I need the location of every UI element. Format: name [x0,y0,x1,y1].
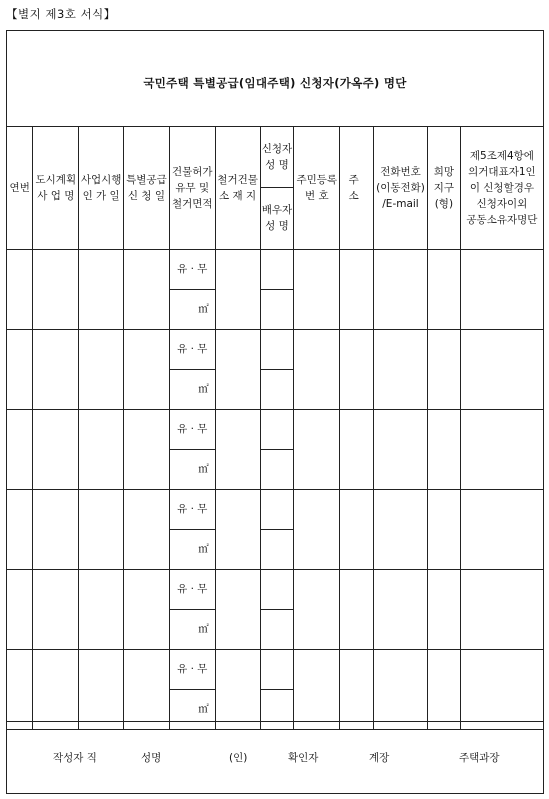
cell-project-name[interactable] [33,329,79,409]
title-area [7,31,543,127]
cell-applicant-name[interactable] [260,489,294,529]
cell-application-date[interactable] [124,249,170,329]
cell-applicant-name[interactable] [260,409,294,449]
cell-approval-date[interactable] [79,649,124,729]
cell-applicant-name[interactable] [260,329,294,369]
cell-co-owner[interactable] [460,249,543,329]
footer-name: 성명 [141,752,162,764]
cell-desired-district[interactable] [427,569,460,649]
cell-application-date[interactable] [124,409,170,489]
header-phone: 전화번호 (이동전화) /E-mail [374,127,428,249]
cell-serial[interactable] [7,649,33,729]
area-unit[interactable]: ㎡ [169,449,215,489]
cell-application-date[interactable] [124,649,170,729]
cell-serial[interactable] [7,489,33,569]
cell-resident-number[interactable] [294,249,340,329]
cell-address[interactable] [340,329,374,409]
cell-project-name[interactable] [33,649,79,729]
header-demolition-location: 철거건물 소 재 지 [215,127,260,249]
form-label: 【별지 제3호 서식】 [6,7,116,21]
cell-address[interactable] [340,489,374,569]
cell-co-owner[interactable] [460,569,543,649]
yes-no-choice[interactable]: 유 · 무 [169,329,215,369]
header-project-name: 도시계획 사 업 명 [33,127,79,249]
area-unit[interactable]: ㎡ [169,609,215,649]
table-row [7,569,543,609]
header-desired-district: 희망 지구 (형) [427,127,460,249]
header-address: 주 소 [340,127,374,249]
yes-no-choice[interactable]: 유 · 무 [169,409,215,449]
header-co-owner: 제5조제4항에 의거대표자1인 이 신청할경우 신청자이외 공동소유자명단 [460,127,543,249]
table-row [7,409,543,449]
cell-applicant-name[interactable] [260,249,294,289]
cell-application-date[interactable] [124,489,170,569]
cell-spouse-name[interactable] [260,609,294,649]
header-approval-date: 사업시행 인 가 일 [79,127,124,249]
cell-phone[interactable] [374,409,428,489]
cell-resident-number[interactable] [294,649,340,729]
cell-address[interactable] [340,249,374,329]
header-spouse-name: 배우자 성 명 [260,187,294,249]
cell-desired-district[interactable] [427,489,460,569]
footer-writer-position: 작성자 직 [53,752,97,764]
cell-demolition-location[interactable] [215,329,260,409]
cell-demolition-location[interactable] [215,249,260,329]
yes-no-choice[interactable]: 유 · 무 [169,569,215,609]
header-application-date: 특별공급 신 청 일 [124,127,170,249]
cell-desired-district[interactable] [427,409,460,489]
cell-phone[interactable] [374,249,428,329]
cell-approval-date[interactable] [79,249,124,329]
cell-application-date[interactable] [124,569,170,649]
yes-no-choice[interactable]: 유 · 무 [169,249,215,289]
cell-spouse-name[interactable] [260,289,294,329]
signature-footer [7,721,543,793]
cell-project-name[interactable] [33,249,79,329]
cell-resident-number[interactable] [294,569,340,649]
cell-demolition-location[interactable] [215,649,260,729]
cell-co-owner[interactable] [460,649,543,729]
applicant-table [7,127,543,730]
cell-phone[interactable] [374,569,428,649]
cell-phone[interactable] [374,649,428,729]
cell-resident-number[interactable] [294,329,340,409]
cell-spouse-name[interactable] [260,449,294,489]
header-resident-number: 주민등록 번 호 [294,127,340,249]
area-unit[interactable]: ㎡ [169,529,215,569]
cell-serial[interactable] [7,409,33,489]
area-unit[interactable]: ㎡ [169,689,215,729]
cell-demolition-location[interactable] [215,489,260,569]
cell-project-name[interactable] [33,489,79,569]
cell-co-owner[interactable] [460,409,543,489]
cell-application-date[interactable] [124,329,170,409]
cell-project-name[interactable] [33,409,79,489]
cell-desired-district[interactable] [427,649,460,729]
table-row [7,329,543,369]
cell-resident-number[interactable] [294,489,340,569]
cell-approval-date[interactable] [79,489,124,569]
cell-address[interactable] [340,409,374,489]
cell-serial[interactable] [7,329,33,409]
header-serial: 연번 [7,127,33,249]
cell-resident-number[interactable] [294,409,340,489]
table-row [7,649,543,689]
cell-approval-date[interactable] [79,409,124,489]
cell-address[interactable] [340,649,374,729]
cell-co-owner[interactable] [460,329,543,409]
cell-approval-date[interactable] [79,329,124,409]
cell-phone[interactable] [374,489,428,569]
cell-spouse-name[interactable] [260,529,294,569]
cell-desired-district[interactable] [427,329,460,409]
cell-desired-district[interactable] [427,249,460,329]
header-building-permit: 건물허가 유무 및 철거면적 [169,127,215,249]
cell-demolition-location[interactable] [215,409,260,489]
table-row [7,489,543,529]
cell-co-owner[interactable] [460,489,543,569]
area-unit[interactable]: ㎡ [169,369,215,409]
table-row [7,249,543,289]
yes-no-choice[interactable]: 유 · 무 [169,649,215,689]
footer-chief: 계장 [369,752,390,764]
cell-serial[interactable] [7,569,33,649]
header-applicant-name: 신청자 성 명 [260,127,294,187]
cell-address[interactable] [340,569,374,649]
footer-confirmer: 확인자 [288,752,319,764]
cell-approval-date[interactable] [79,569,124,649]
area-unit[interactable]: ㎡ [169,289,215,329]
cell-phone[interactable] [374,329,428,409]
cell-spouse-name[interactable] [260,369,294,409]
yes-no-choice[interactable]: 유 · 무 [169,489,215,529]
cell-applicant-name[interactable] [260,569,294,609]
cell-project-name[interactable] [33,569,79,649]
cell-serial[interactable] [7,249,33,329]
footer-seal: (인) [229,752,248,764]
footer-manager: 주택과장 [459,752,500,764]
form-frame [6,30,544,794]
cell-demolition-location[interactable] [215,569,260,649]
form-title: 국민주택 특별공급(임대주택) 신청자(가옥주) 명단 [143,76,407,90]
cell-applicant-name[interactable] [260,649,294,689]
